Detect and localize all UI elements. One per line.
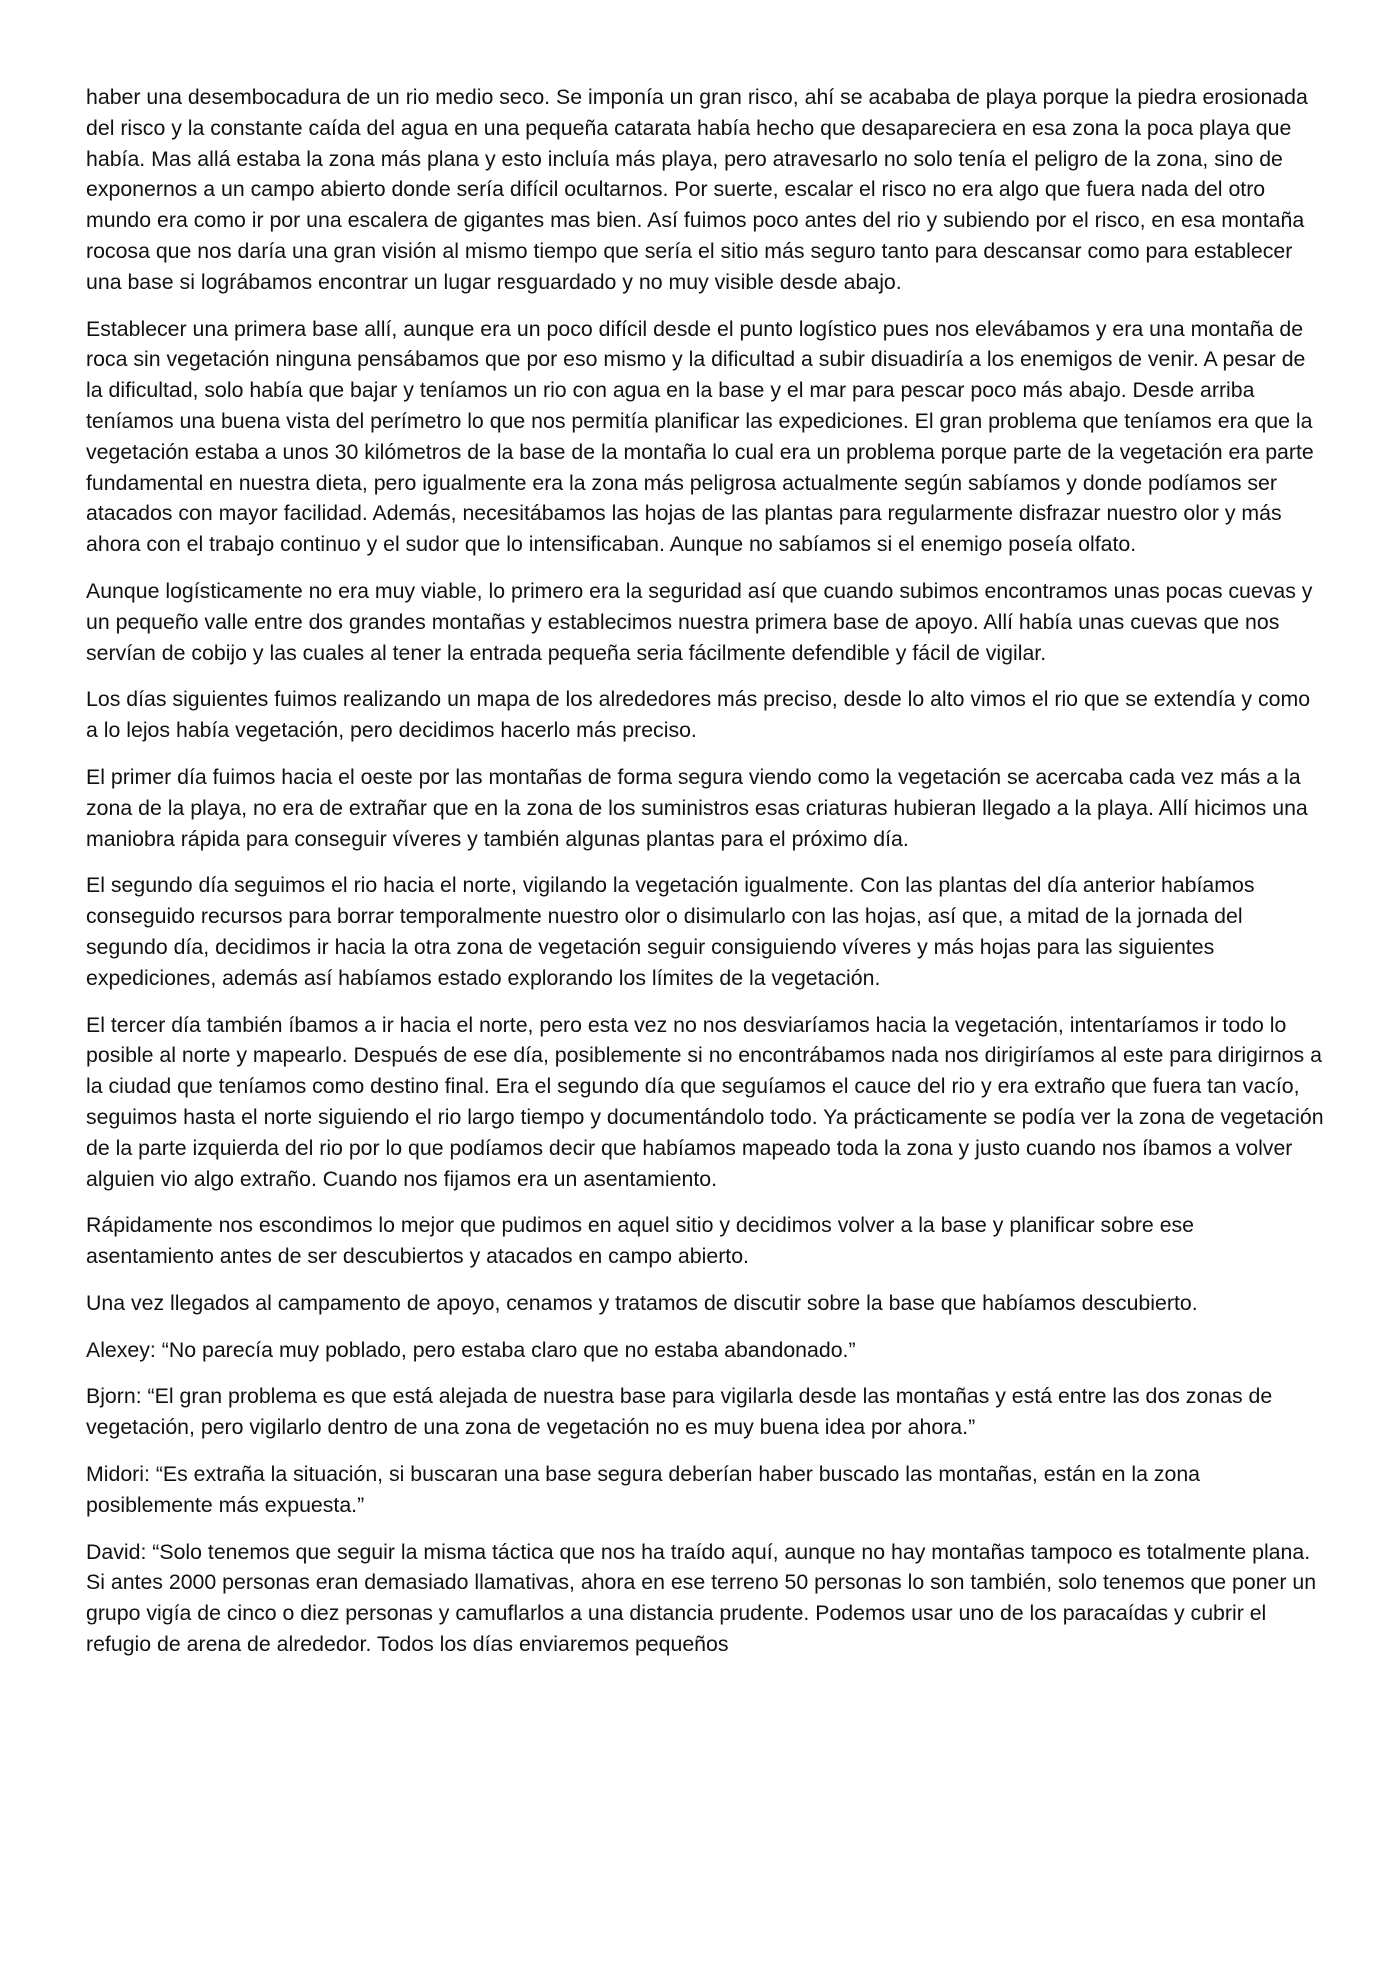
document-page [86, 82, 1326, 1676]
paragraph: El primer día fuimos hacia el oeste por las montañas de forma segura viendo como la vegetación se acercaba cada vez más a la zona de la playa, no era de extrañar que en la zona de los suministros esas criaturas hubieran llegado a la playa. Allí hicimos una maniobra rápida para conseguir víveres y también algunas plantas para el próximo día. [86, 764, 1308, 851]
paragraph: Rápidamente nos escondimos lo mejor que pudimos en aquel sitio y decidimos volver a la base y planificar sobre ese asentamiento antes de ser descubiertos y atacados en campo abierto. [86, 1213, 1195, 1269]
dialogue-line-alexey: Alexey: “No parecía muy poblado, pero estaba claro que no estaba abandonado.” [86, 1337, 856, 1362]
paragraph: Los días siguientes fuimos realizando un mapa de los alrededores más preciso, desde lo alto vimos el rio que se extendía y como a lo lejos había vegetación, pero decidimos hacerlo más preciso. [86, 687, 1311, 743]
paragraph: Una vez llegados al campamento de apoyo, cenamos y tratamos de discutir sobre la base que habíamos descubierto. [86, 1290, 1198, 1315]
paragraph: Aunque logísticamente no era muy viable, lo primero era la seguridad así que cuando subimos encontramos unas pocas cuevas y un pequeño valle entre dos grandes montañas y establecimos nuestra primera base de apoyo. Allí había unas cuevas que nos servían de cobijo y las cuales al tener la entrada pequeña seria fácilmente defendible y fácil de vigilar. [86, 578, 1313, 665]
paragraph: haber una desembocadura de un rio medio seco. Se imponía un gran risco, ahí se acababa de playa porque la piedra erosionada del risco y la constante caída del agua en una pequeña catarata había hecho que desapareciera en esa zona la poca playa que había. Mas allá estaba la zona más plana y esto incluía más playa, pero atravesarlo no solo tenía el peligro de la zona, sino de exponernos a un campo abierto donde sería difícil ocultarnos. Por suerte, escalar el risco no era algo que fuera nada del otro mundo era como ir por una escalera de gigantes mas bien. Así fuimos poco antes del rio y subiendo por el risco, en esa montaña rocosa que nos daría una gran visión al mismo tiempo que sería el sitio más seguro tanto para descansar como para establecer una base si lográbamos encontrar un lugar resguardado y no muy visible desde abajo. [86, 85, 1308, 294]
paragraph: El segundo día seguimos el rio hacia el norte, vigilando la vegetación igualmente. Con las plantas del día anterior habíamos conseguido recursos para borrar temporalmente nuestro olor o disimularlo con las hojas, así que, a mitad de la jornada del segundo día, decidimos ir hacia la otra zona de vegetación seguir consiguiendo víveres y más hojas para las siguientes expediciones, además así habíamos estado explorando los límites de la vegetación. [86, 873, 1255, 990]
dialogue-line-midori: Midori: “Es extraña la situación, si buscaran una base segura deberían haber buscado las montañas, están en la zona posiblemente más expuesta.” [86, 1462, 1201, 1517]
paragraph: Establecer una primera base allí, aunque era un poco difícil desde el punto logístico pues nos elevábamos y era una montaña de roca sin vegetación ninguna pensábamos que por eso mismo y la dificultad a subir disuadiría a los enemigos de venir. A pesar de la dificultad, solo había que bajar y teníamos un rio con agua en la base y el mar para pescar poco más abajo. Desde arriba teníamos una buena vista del perímetro lo que nos permitía planificar las expediciones. El gran problema que teníamos era que la vegetación estaba a unos 30 kilómetros de la base de la montaña lo cual era un problema porque parte de la vegetación era parte fundamental en nuestra dieta, pero igualmente era la zona más peligrosa actualmente según sabíamos y donde podíamos ser atacados con mayor facilidad. Además, necesitábamos las hojas de las plantas para regularmente disfrazar nuestro olor y más ahora con el trabajo continuo y el sudor que lo intensificaban. Aunque no sabíamos si el enemigo poseía olfato. [86, 316, 1314, 557]
dialogue-line-david: David: “Solo tenemos que seguir la misma táctica que nos ha traído aquí, aunque no hay montañas tampoco es totalmente plana. Si antes 2000 personas eran demasiado llamativas, ahora en ese terreno 50 personas lo son también, solo tenemos que poner un grupo vigía de cinco o diez personas y camuflarlos a una distancia prudente. Podemos usar uno de los paracaídas y cubrir el refugio de arena de alrededor. Todos los días enviaremos pequeños [86, 1539, 1317, 1657]
dialogue-line-bjorn: Bjorn: “El gran problema es que está alejada de nuestra base para vigilarla desde las montañas y está entre las dos zonas de vegetación, pero vigilarlo dentro de una zona de vegetación no es muy buena idea por ahora.” [86, 1384, 1273, 1440]
paragraph: El tercer día también íbamos a ir hacia el norte, pero esta vez no nos desviaríamos hacia la vegetación, intentaríamos ir todo lo posible al norte y mapearlo. Después de ese día, posiblemente si no encontrábamos nada nos dirigiríamos al este para dirigirnos a la ciudad que teníamos como destino final. Era el segundo día que seguíamos el cauce del rio y era extraño que fuera tan vacío, seguimos hasta el norte siguiendo el rio largo tiempo y documentándolo todo. Ya prácticamente se podía ver la zona de vegetación de la parte izquierda del rio por lo que podíamos decir que habíamos mapeado toda la zona y justo cuando nos íbamos a volver alguien vio algo extraño. Cuando nos fijamos era un asentamiento. [86, 1012, 1324, 1191]
